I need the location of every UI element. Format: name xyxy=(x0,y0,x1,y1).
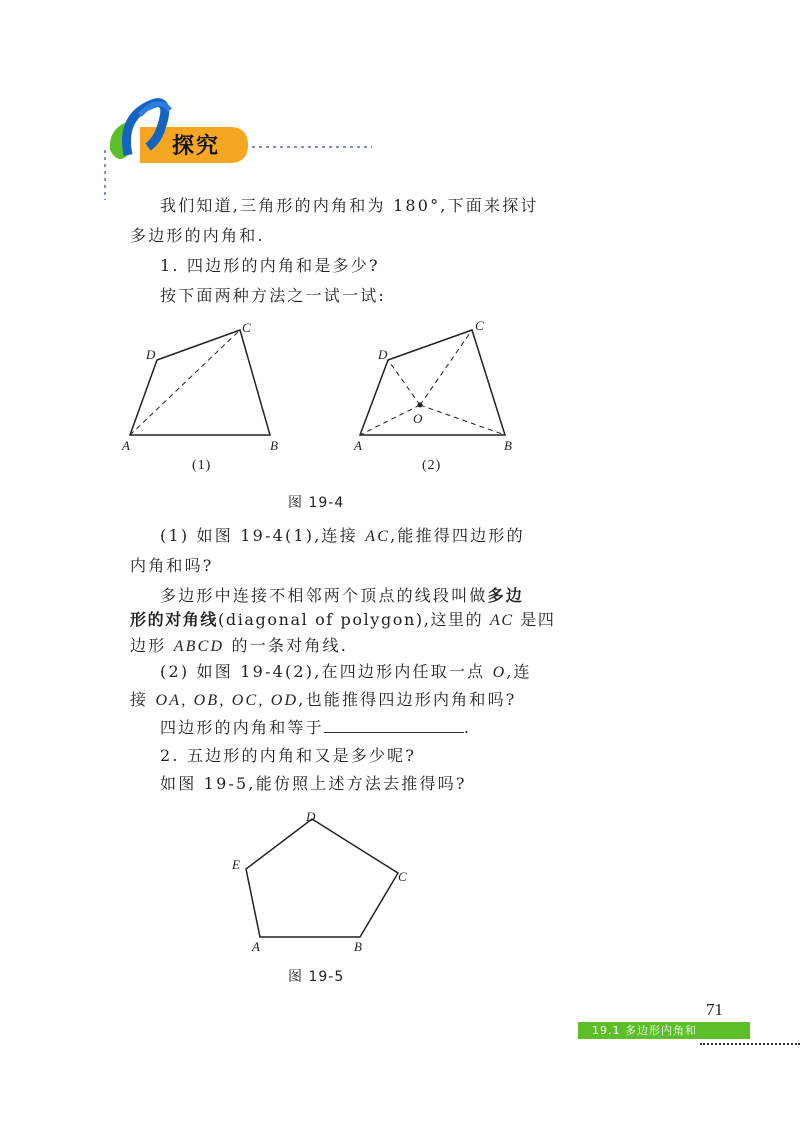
question-2-line-2: 如图 19-5,能仿照上述方法去推得吗? xyxy=(160,774,467,793)
label-D-1: D xyxy=(146,347,156,362)
definition-line-3: 边形 ABCD 的一条对角线. xyxy=(130,636,349,655)
label-A-1: A xyxy=(122,438,130,453)
footer-dotted-line xyxy=(700,1043,800,1045)
section-title: 探究 xyxy=(172,134,221,159)
intro-line-2: 多边形的内角和. xyxy=(130,226,265,245)
label-D-2: D xyxy=(378,347,388,362)
label-C-1: C xyxy=(242,320,251,335)
figure-19-5 xyxy=(220,805,440,965)
section-header xyxy=(100,95,400,200)
fill-in-line: 四边形的内角和等于 . xyxy=(160,718,472,737)
para-1-line-1: (1) 如图 19-4(1),连接 AC,能推得四边形的 xyxy=(160,526,525,545)
definition-line-1: 多边形中连接不相邻两个顶点的线段叫做多边 xyxy=(160,586,525,605)
definition-line-2: 形的对角线(diagonal of polygon),这里的 AC 是四 xyxy=(130,610,556,629)
page-number: 71 xyxy=(706,1000,723,1019)
label-C-5: C xyxy=(398,869,407,884)
question-1: 1. 四边形的内角和是多少? xyxy=(160,256,380,275)
figure-19-4-caption: 图 19-4 xyxy=(288,495,345,511)
label-B-2: B xyxy=(504,438,512,453)
label-C-2: C xyxy=(475,318,484,333)
para-2-line-2: 接 OA, OB, OC, OD,也能推得四边形内角和吗? xyxy=(130,690,517,709)
label-D-5: D xyxy=(306,809,316,824)
figure-19-4-sub2 xyxy=(353,318,512,453)
figure-19-5-caption: 图 19-5 xyxy=(288,969,345,985)
question-2: 2. 五边形的内角和又是多少呢? xyxy=(160,746,417,765)
label-O-2: O xyxy=(413,411,423,426)
figure-19-4 xyxy=(110,315,630,495)
figure-19-4-sub2-label: (2) xyxy=(422,458,442,473)
figure-19-4-sub1 xyxy=(121,320,278,453)
intro-line-1: 我们知道,三角形的内角和为 180°,下面来探讨 xyxy=(160,196,539,215)
figure-19-4-sub1-label: (1) xyxy=(192,458,212,473)
label-E-5: E xyxy=(232,857,240,872)
section-tag xyxy=(578,1022,750,1039)
term-bold: 多边 xyxy=(487,586,525,605)
explore-icon xyxy=(100,95,400,200)
question-1-instruction: 按下面两种方法之一试一试: xyxy=(160,286,386,305)
label-B-1: B xyxy=(270,438,278,453)
section-tag-label: 19.1 多边形内角和 xyxy=(592,1024,697,1037)
answer-blank xyxy=(324,716,464,733)
label-B-5: B xyxy=(354,939,362,954)
para-1-line-2: 内角和吗? xyxy=(130,556,214,575)
para-2-line-1: (2) 如图 19-4(2),在四边形内任取一点 O,连 xyxy=(160,662,532,681)
label-A-5: A xyxy=(252,939,260,954)
label-A-2: A xyxy=(354,438,362,453)
